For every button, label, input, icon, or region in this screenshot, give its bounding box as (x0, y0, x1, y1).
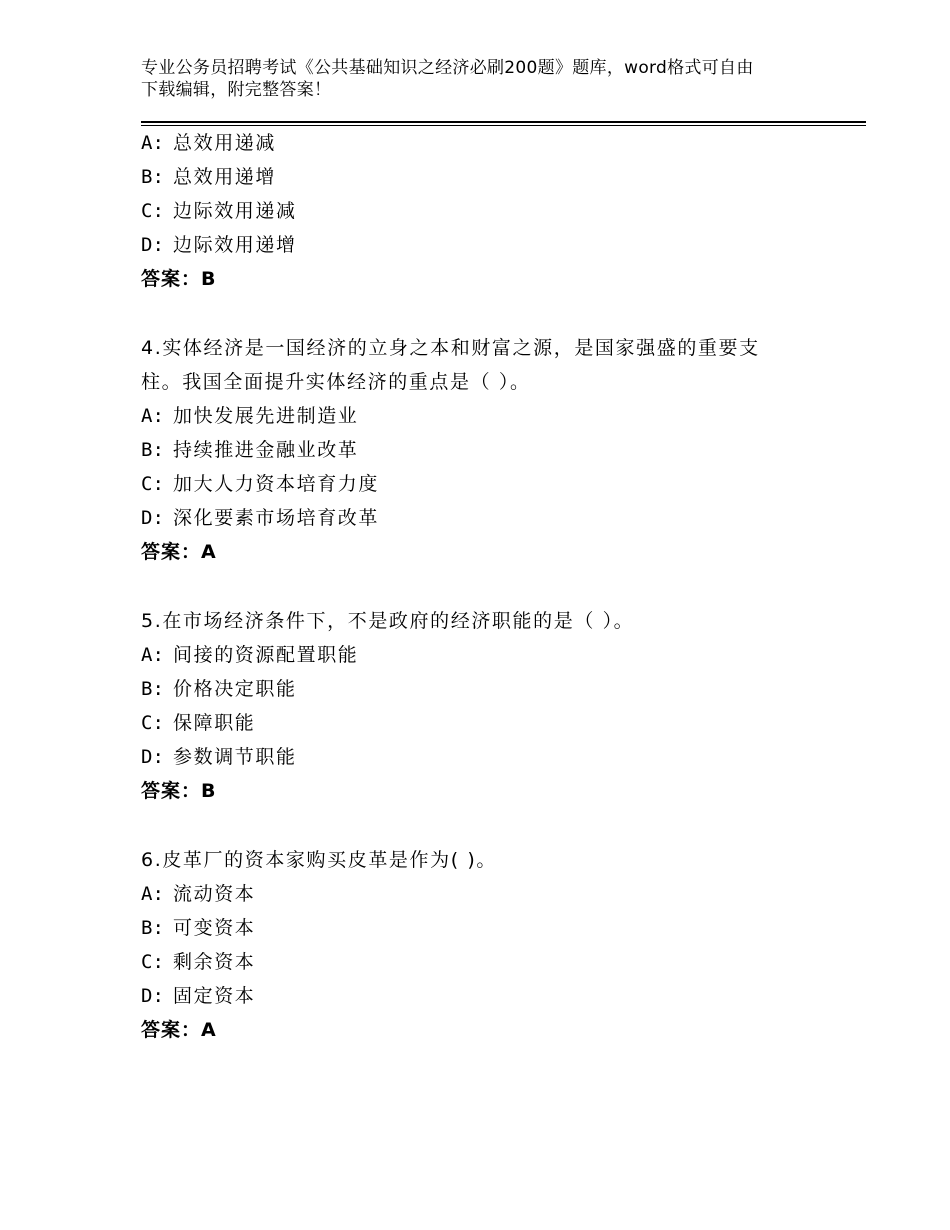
q4-answer: 答案：A (141, 541, 217, 563)
q4-option-d (141, 506, 379, 530)
option-key: A: (141, 405, 164, 427)
q6-option-d (141, 984, 255, 1008)
header-divider (141, 121, 866, 126)
option-key: A: (141, 883, 164, 905)
q5-option-a (141, 643, 358, 667)
q4-stem-line-2: 柱。我国全面提升实体经济的重点是（ ）。 (141, 371, 531, 393)
option-key: D: (141, 746, 164, 768)
option-text: 深化要素市场培育改革 (173, 507, 380, 529)
option-key: B: (141, 917, 164, 939)
q3-option-a (141, 131, 276, 155)
option-key: C: (141, 200, 164, 222)
option-text: 保障职能 (173, 712, 256, 734)
q5-answer: 答案：B (141, 780, 217, 802)
q5-option-c (141, 711, 255, 735)
q5-option-b (141, 677, 297, 701)
option-text: 价格决定职能 (173, 678, 297, 700)
q4-stem-line-1: 4.实体经济是一国经济的立身之本和财富之源，是国家强盛的重要支 (141, 337, 760, 359)
q6-stem-line-1: 6.皮革厂的资本家购买皮革是作为( )。 (141, 849, 497, 871)
q3-option-d (141, 233, 297, 257)
option-text: 加大人力资本培育力度 (173, 473, 380, 495)
q3-answer: 答案：B (141, 268, 217, 290)
q6-answer: 答案：A (141, 1019, 217, 1041)
q4-option-b (141, 438, 358, 462)
option-text: 可变资本 (173, 917, 256, 939)
option-text: 总效用递增 (173, 166, 277, 188)
option-key: D: (141, 234, 164, 256)
q6-option-a (141, 882, 255, 906)
q5-option-d (141, 745, 297, 769)
option-key: B: (141, 439, 164, 461)
q6-option-b (141, 916, 255, 940)
option-text: 加快发展先进制造业 (173, 405, 359, 427)
option-key: C: (141, 712, 164, 734)
header-title-line-2: 下载编辑，附完整答案！ (141, 80, 332, 100)
option-text: 总效用递减 (173, 132, 277, 154)
q4-option-a (141, 404, 358, 428)
q5-stem-line-1: 5.在市场经济条件下，不是政府的经济职能的是（ ）。 (141, 610, 635, 632)
q6-option-c (141, 950, 255, 974)
option-text: 参数调节职能 (173, 746, 297, 768)
option-text: 剩余资本 (173, 951, 256, 973)
header-title-line-1: 专业公务员招聘考试《公共基础知识之经济必刷200题》题库，word格式可自由 (141, 58, 754, 78)
option-key: C: (141, 951, 164, 973)
page-header (141, 57, 821, 101)
q4-option-c (141, 472, 379, 496)
option-key: A: (141, 644, 164, 666)
option-key: D: (141, 507, 164, 529)
option-text: 流动资本 (173, 883, 256, 905)
option-text: 间接的资源配置职能 (173, 644, 359, 666)
option-key: C: (141, 473, 164, 495)
option-key: B: (141, 678, 164, 700)
option-key: D: (141, 985, 164, 1007)
option-key: A: (141, 132, 164, 154)
option-key: B: (141, 166, 164, 188)
option-text: 持续推进金融业改革 (173, 439, 359, 461)
option-text: 固定资本 (173, 985, 256, 1007)
option-text: 边际效用递减 (173, 200, 297, 222)
option-text: 边际效用递增 (173, 234, 297, 256)
q3-option-c (141, 199, 297, 223)
q3-option-b (141, 165, 276, 189)
